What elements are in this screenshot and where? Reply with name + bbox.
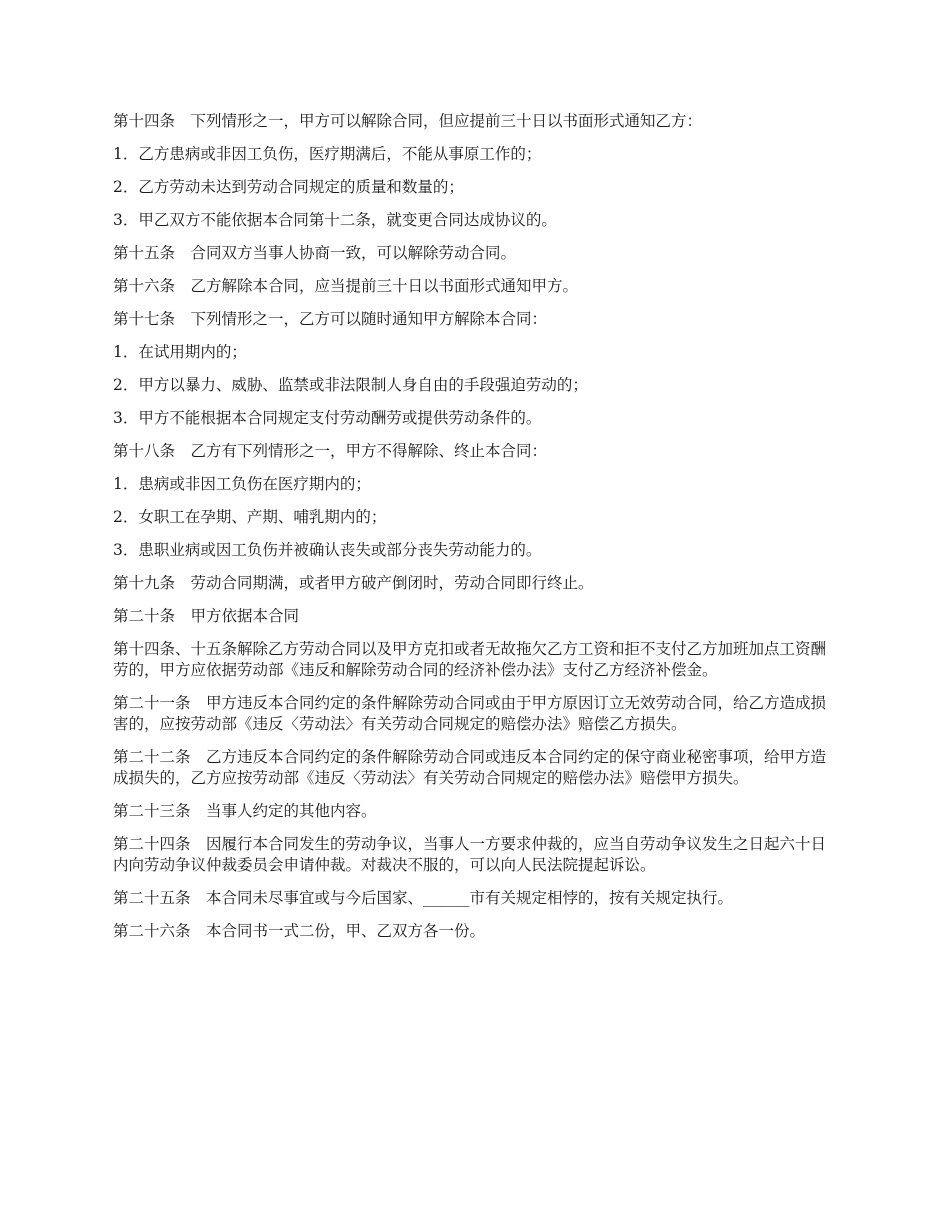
clause-20: 第二十条 甲方依据本合同: [113, 607, 300, 625]
clause-18-item-1: 1．患病或非因工负伤在医疗期内的；: [113, 475, 371, 493]
clause-15: 第十五条 合同双方当事人协商一致，可以解除劳动合同。: [113, 244, 517, 262]
clause-14-item-1: 1．乙方患病或非因工负伤，医疗期满后，不能从事原工作的；: [113, 145, 542, 163]
clause-22: 第二十二条 乙方违反本合同约定的条件解除劳动合同或违反本合同约定的保守商业秘密事项，给甲方造成损失的，乙方应按劳动部《违反〈劳动法〉有关劳动合同规定的赔偿办法》赔偿甲方损失。: [113, 748, 827, 787]
clause-18-heading: 第十八条 乙方有下列情形之一，甲方不得解除、终止本合同：: [113, 442, 548, 460]
clause-16: 第十六条 乙方解除本合同，应当提前三十日以书面形式通知甲方。: [113, 277, 579, 295]
clause-17-item-1: 1．在试用期内的；: [113, 343, 247, 361]
clause-17-heading: 第十七条 下列情形之一，乙方可以随时通知甲方解除本合同：: [113, 310, 548, 328]
clause-23: 第二十三条 当事人约定的其他内容。: [113, 802, 377, 820]
document-body: [113, 111, 835, 954]
clause-17-item-2: 2．甲方以暴力、威胁、监禁或非法限制人身自由的手段强迫劳动的；: [113, 376, 588, 394]
clause-21: 第二十一条 甲方违反本合同约定的条件解除劳动合同或由于甲方原因订立无效劳动合同，给乙方造成损害的，应按劳动部《违反〈劳动法〉有关劳动合同规定的赔偿办法》赔偿乙方损失。: [113, 694, 827, 733]
clause-14-heading: 第十四条 下列情形之一，甲方可以解除合同，但应提前三十日以书面形式通知乙方：: [113, 112, 703, 130]
clause-19: 第十九条 劳动合同期满，或者甲方破产倒闭时，劳动合同即行终止。: [113, 574, 594, 592]
clause-18-item-2: 2．女职工在孕期、产期、哺乳期内的；: [113, 508, 387, 526]
clause-17-item-3: 3．甲方不能根据本合同规定支付劳动酬劳或提供劳动条件的。: [113, 409, 542, 427]
clause-20-continued: 第十四条、十五条解除乙方劳动合同以及甲方克扣或者无故拖欠乙方工资和拒不支付乙方加班加点工资酬劳的，甲方应依据劳动部《违反和解除劳动合同的经济补偿办法》支付乙方经济补偿金。: [113, 640, 827, 679]
clause-24: 第二十四条 因履行本合同发生的劳动争议，当事人一方要求仲裁的，应当自劳动争议发生之日起六十日内向劳动争议仲裁委员会申请仲裁。对裁决不服的，可以向人民法院提起诉讼。: [113, 835, 827, 874]
clause-25: 第二十五条 本合同未尽事宜或与今后国家、______市有关规定相悖的，按有关规定执行。: [113, 889, 734, 907]
clause-14-item-2: 2．乙方劳动未达到劳动合同规定的质量和数量的；: [113, 178, 464, 196]
clause-14-item-3: 3．甲乙双方不能依据本合同第十二条，就变更合同达成协议的。: [113, 211, 557, 229]
clause-18-item-3: 3．患职业病或因工负伤并被确认丧失或部分丧失劳动能力的。: [113, 541, 542, 559]
clause-26: 第二十六条 本合同书一式二份，甲、乙双方各一份。: [113, 922, 486, 940]
